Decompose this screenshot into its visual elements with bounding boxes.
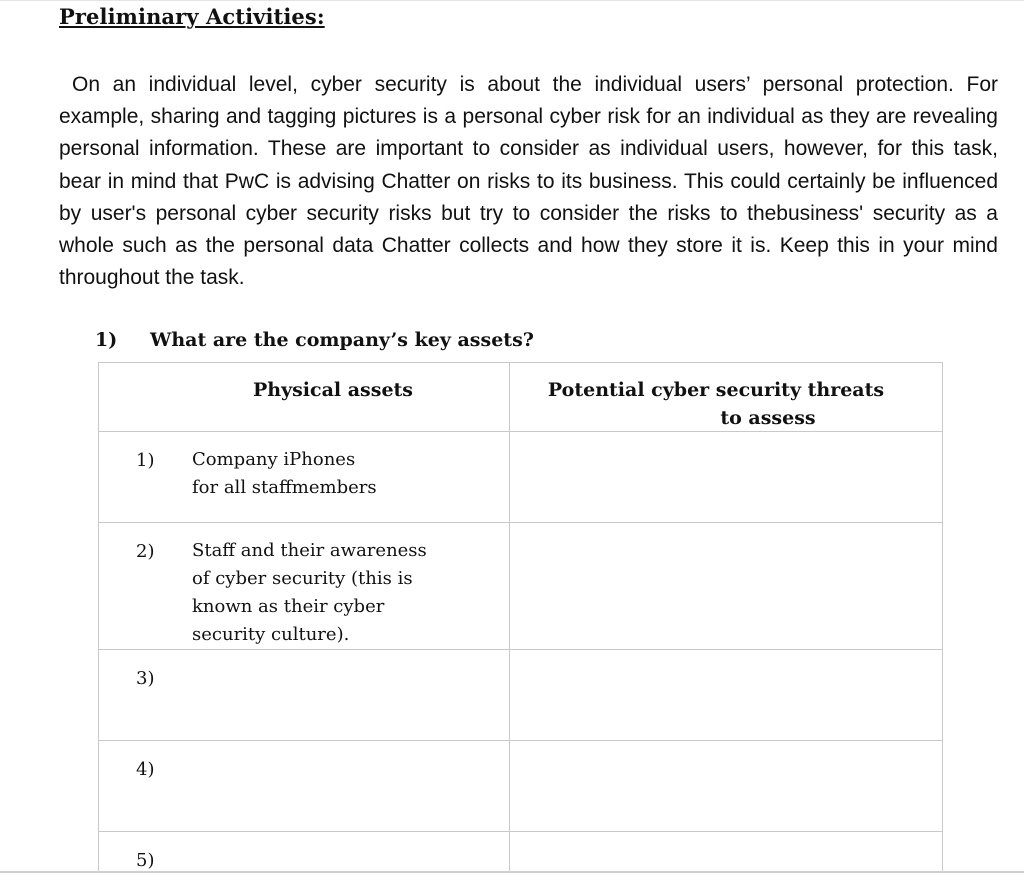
asset-text-line: of cyber security (this is [192, 568, 413, 589]
assets-table [98, 362, 943, 873]
row-number: 4) [136, 759, 155, 780]
table-row-divider [98, 831, 943, 832]
table-border-top [98, 362, 943, 363]
asset-text-line: Staff and their awareness [192, 540, 427, 561]
table-border-left [98, 362, 99, 873]
asset-text-line: Company iPhones [192, 449, 356, 470]
asset-text-line: known as their cyber [192, 596, 385, 617]
table-row-divider [98, 649, 943, 650]
table-column-divider [509, 362, 510, 873]
table-row-divider [98, 740, 943, 741]
asset-text-line: for all staffmembers [192, 477, 377, 498]
page-heading: Preliminary Activities: [59, 4, 325, 29]
row-number: 3) [136, 668, 155, 689]
page-top-border [0, 0, 1024, 1]
row-number: 2) [136, 541, 155, 562]
question-text: What are the company’s key assets? [150, 329, 534, 351]
header-physical-assets: Physical assets [252, 379, 414, 401]
header-threats-line1: Potential cyber security threats [547, 379, 885, 401]
question-1 [95, 329, 534, 351]
row-number: 1) [136, 450, 155, 471]
question-number: 1) [95, 329, 118, 351]
table-border-right [942, 362, 943, 873]
table-row-divider [98, 522, 943, 523]
intro-paragraph: On an individual level, cyber security is about the individual users’ personal protection. For example, sharing and tagging pictures is a personal cyber risk for an individual as they are revealing personal information. These are important to consider as individual users, however, for this task, bear in mind that PwC is advising Chatter on risks to its business. This could certainly be influenced by user's personal cyber security risks but try to consider the risks to thebusiness' security as a whole such as the personal data Chatter collects and how they store it is. Keep this in your mind throughout the task. [59, 73, 998, 290]
asset-text-line: security culture). [192, 624, 350, 645]
header-threats-line2: to assess [720, 407, 816, 429]
row-number: 5) [136, 850, 155, 871]
